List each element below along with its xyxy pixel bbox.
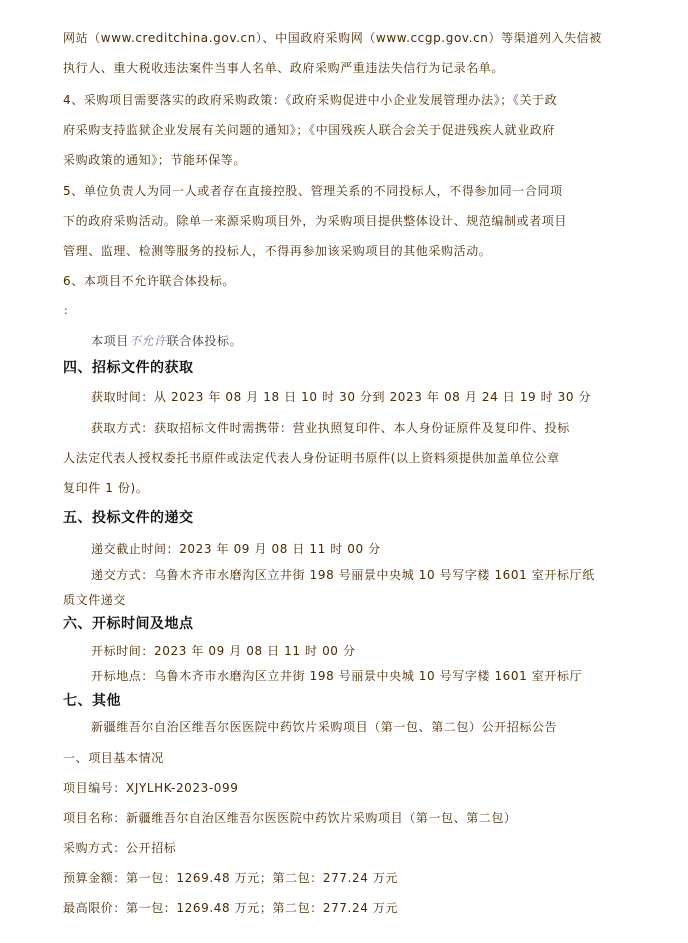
- section4-title: 四、招标文件的获取: [63, 360, 194, 376]
- submit-deadline: 递交截止时间：2023 年 09 月 08 日 11 时 00 分: [91, 542, 381, 556]
- acquire-method-line2: 人法定代表人授权委托书原件或法定代表人身份证明书原件(以上资料须提供加盖单位公章: [63, 451, 560, 465]
- project-name: 项目名称：新疆维吾尔自治区维吾尔医医院中药饮片采购项目（第一包、第二包）: [63, 811, 517, 825]
- project-number: 项目编号：XJYLHK-2023-099: [63, 781, 239, 795]
- max-price: 最高限价：第一包：1269.48 万元；第二包：277.24 万元: [63, 901, 399, 915]
- acquire-time: 获取时间：从 2023 年 08 月 18 日 10 时 30 分到 2023 年 08 月 24 日 19 时 30 分: [91, 390, 592, 404]
- para3-line1: 网站（www.creditchina.gov.cn）、中国政府采购网（www.ccgp.gov.cn）等渠道列入失信被: [63, 31, 602, 45]
- para3-line2: 执行人、重大税收违法案件当事人名单、政府采购严重违法失信行为记录名单。: [63, 61, 505, 75]
- item5-line3: 管理、监理、检测等服务的投标人，不得再参加该采购项目的其他采购活动。: [63, 244, 492, 258]
- stray-colon: :: [64, 304, 69, 317]
- item4-line2: 府采购支持监狱企业发展有关问题的通知》；《中国残疾人联合会关于促进残疾人就业政府: [63, 123, 556, 137]
- opening-place: 开标地点：乌鲁木齐市水磨沟区立井街 198 号丽景中央城 10 号写字楼 1601 室开标厅: [91, 669, 583, 683]
- submit-method-line1: 递交方式：乌鲁木齐市水磨沟区立井街 198 号丽景中央城 10 号写字楼 1601 室开标厅纸: [91, 568, 595, 582]
- budget-amount: 预算金额：第一包：1269.48 万元；第二包：277.24 万元: [63, 871, 399, 885]
- item5-line1: 5、单位负责人为同一人或者存在直接控股、管理关系的不同投标人，不得参加同一合同项: [63, 184, 563, 198]
- item4-line3: 采购政策的通知》；节能环保等。: [63, 153, 247, 167]
- opening-time: 开标时间：2023 年 09 月 08 日 11 时 00 分: [91, 644, 356, 658]
- section7-title: 七、其他: [63, 693, 121, 709]
- procurement-method: 采购方式：公开招标: [63, 841, 177, 855]
- section5-title: 五、投标文件的递交: [63, 510, 194, 526]
- item5-line2: 下的政府采购活动。除单一来源采购项目外，为采购项目提供整体设计、规范编制或者项目: [63, 214, 568, 228]
- acquire-method-line1: 获取方式：获取招标文件时需携带：营业执照复印件、本人身份证原件及复印件、投标: [91, 421, 570, 435]
- basic-info-heading: 一、项目基本情况: [63, 751, 164, 765]
- consortium-prefix: 本项目: [91, 334, 129, 348]
- announcement-title: 新疆维吾尔自治区维吾尔医医院中药饮片采购项目（第一包、第二包）公开招标公告: [91, 720, 558, 734]
- consortium-emphasis: 不允许: [128, 334, 167, 348]
- item4-line1: 4、采购项目需要落实的政府采购政策：《政府采购促进中小企业发展管理办法》；《关于政: [63, 93, 558, 107]
- consortium-suffix: 联合体投标。: [166, 334, 243, 348]
- section6-title: 六、开标时间及地点: [63, 616, 194, 632]
- acquire-method-line3: 复印件 1 份)。: [63, 481, 149, 495]
- item6: 6、本项目不允许联合体投标。: [63, 274, 236, 288]
- consortium-statement: [91, 333, 242, 349]
- submit-method-line2: 质文件递交: [63, 593, 127, 607]
